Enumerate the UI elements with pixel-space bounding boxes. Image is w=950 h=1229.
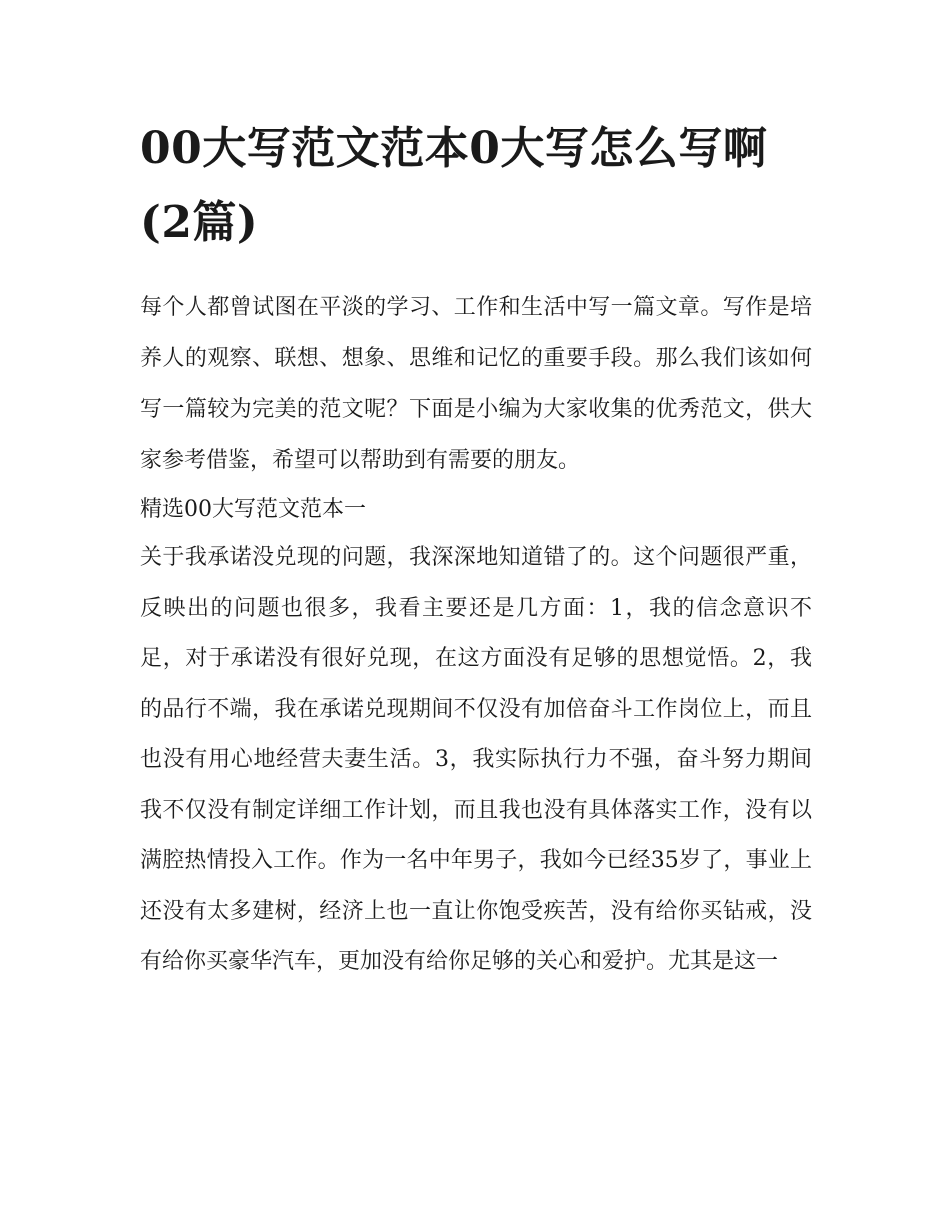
intro-paragraph: 每个人都曾试图在平淡的学习、工作和生活中写一篇文章。写作是培养人的观察、联想、想象、思维和记忆的重要手段。那么我们该如何写一篇较为完美的范文呢？下面是小编为大家收集的优秀范文，供大家参考借鉴，希望可以帮助到有需要的朋友。	[140, 295, 812, 473]
document-title: 00大写范文范本0大写怎么写啊(2篇)	[140, 123, 768, 248]
section-heading: 精选00大写范文范本一	[140, 497, 366, 522]
document-page	[140, 112, 812, 988]
body-paragraph: 关于我承诺没兑现的问题，我深深地知道错了的。这个问题很严重，反映出的问题也很多，我看主要还是几方面：1，我的信念意识不足，对于承诺没有很好兑现，在这方面没有足够的思想觉悟。2，我的品行不端，我在承诺兑现期间不仅没有加倍奋斗工作岗位上，而且也没有用心地经营夫妻生活。3，我实际执行力不强，奋斗努力期间我不仅没有制定详细工作计划，而且我也没有具体落实工作，没有以满腔热情投入工作。作为一名中年男子，我如今已经35岁了，事业上还没有太多建树，经济上也一直让你饱受疾苦，没有给你买钻戒，没有给你买豪华汽车，更加没有给你足够的关心和爱护。尤其是这一	[140, 545, 812, 974]
